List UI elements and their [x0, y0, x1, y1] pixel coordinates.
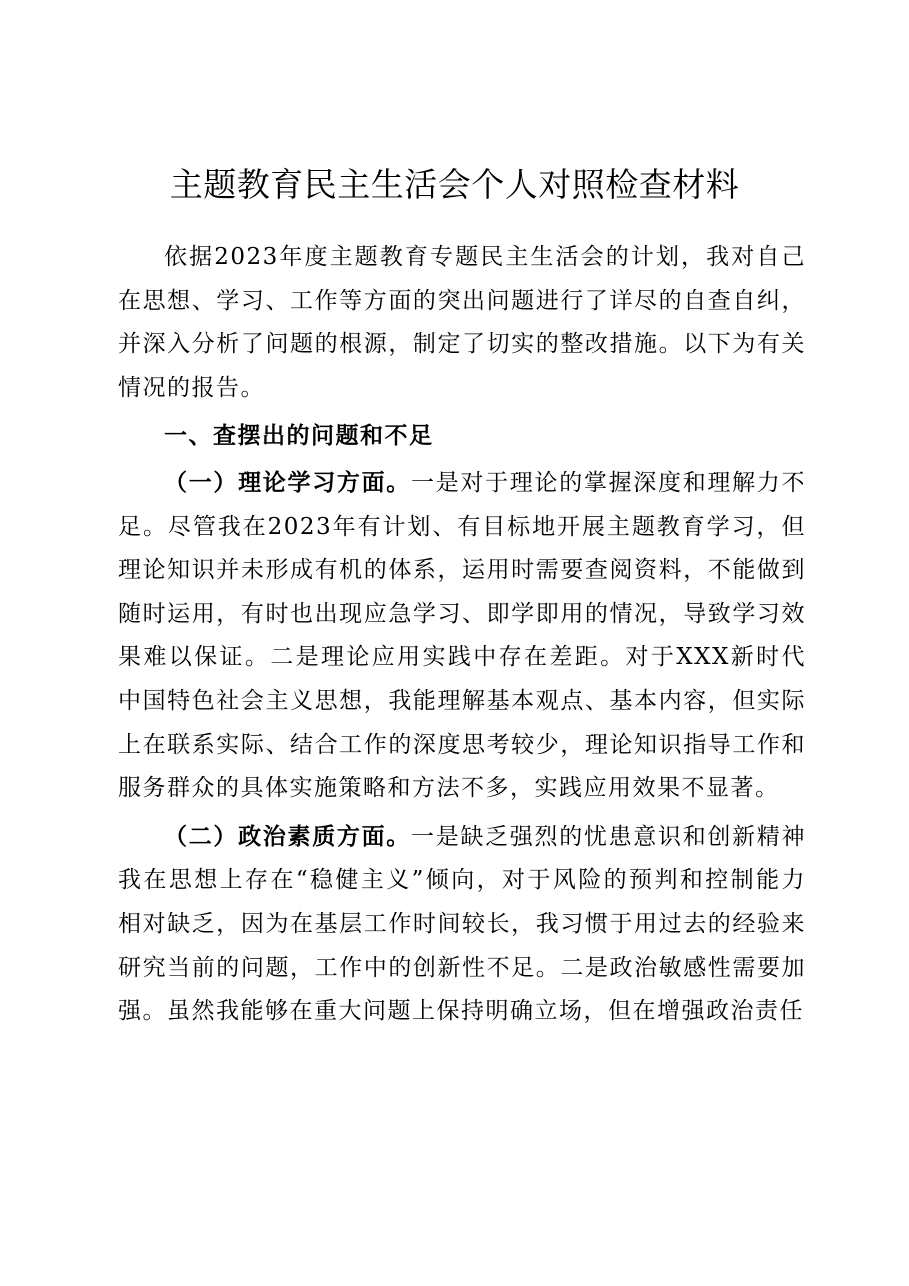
document-body: [118, 236, 806, 1039]
paragraph-political-quality-text: 一是缺乏强烈的忧患意识和创新精神我在思想上存在“稳健主义”倾向，对于风险的预判和控制能力相对缺乏，因为在基层工作时间较长，我习惯于用过去的经验来研究当前的问题，工作中的创新性不足。二是政治敏感性需要加强。虽然我能够在重大问题上保持明确立场，但在增强政治责任: [118, 823, 807, 1025]
paragraph-political-quality: [118, 816, 806, 1034]
document-title: 主题教育民主生活会个人对照检查材料: [169, 165, 740, 204]
intro-paragraph: 依据2023年度主题教育专题民主生活会的计划，我对自己在思想、学习、工作等方面的突出问题进行了详尽的自查自纠，并深入分析了问题的根源，制定了切实的整改措施。以下为有关情况的报告。: [118, 244, 806, 401]
section-heading-problems: 一、查摆出的问题和不足: [164, 423, 434, 450]
paragraph-theory-study: [118, 462, 806, 811]
paragraph-theory-study-text: 一是对于理论的掌握深度和理解力不足。尽管我在2023年有计划、有目标地开展主题教育学习，但理论知识并未形成有机的体系，运用时需要查阅资料，不能做到随时运用，有时也出现应急学习、即学即用的情况，导致学习效果难以保证。二是理论应用实践中存在差距。对于XXX新时代中国特色社会主义思想，我能理解基本观点、基本内容，但实际上在联系实际、结合工作的深度思考较少，理论知识指导工作和服务群众的具体实施策略和方法不多，实践应用效果不显著。: [118, 469, 807, 802]
subheading-theory-study: （一）理论学习方面。: [164, 469, 411, 496]
subheading-political-quality: （二）政治素质方面。: [164, 823, 411, 850]
